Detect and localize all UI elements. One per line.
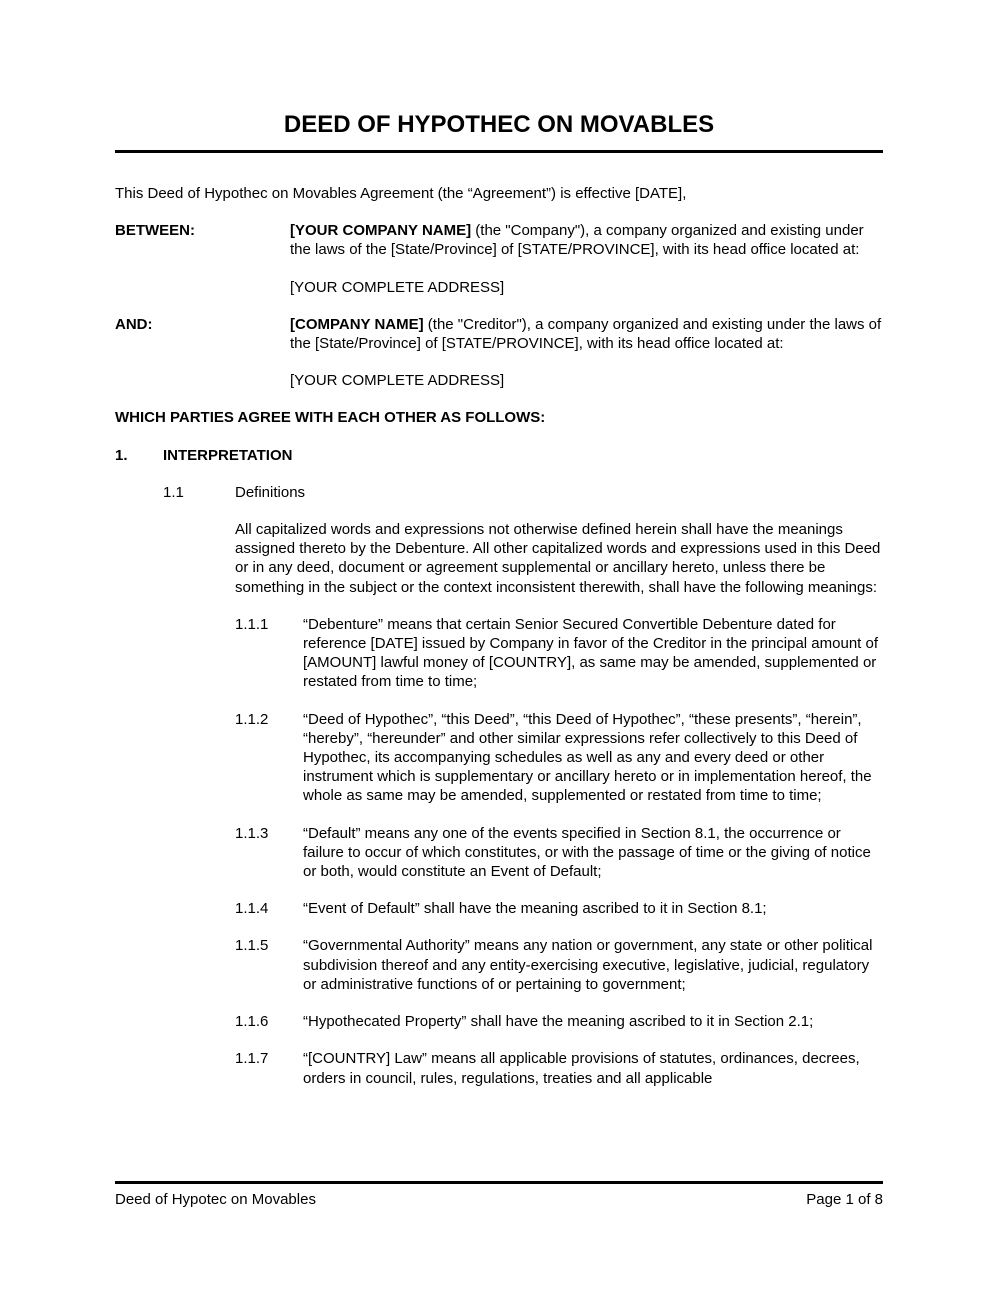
footer-page-number: Page 1 of 8: [806, 1191, 883, 1208]
footer-document-name: Deed of Hypotec on Movables: [115, 1191, 316, 1208]
agreement-clause: WHICH PARTIES AGREE WITH EACH OTHER AS FOLLOWS:: [115, 409, 546, 427]
definition-number: 1.1.3: [235, 824, 269, 842]
section-1-heading: [115, 446, 883, 465]
definition-item-1-1-6: [235, 1012, 883, 1031]
definition-number: 1.1.1: [235, 615, 269, 633]
party-between-address: [YOUR COMPLETE ADDRESS]: [290, 278, 505, 296]
definition-text: “Deed of Hypothec”, “this Deed”, “this Deed of Hypothec”, “these presents”, “herein”, “hereby”, “hereunder” and other similar expressions refer collectively to this Deed of Hypothec, its accompanying schedules as well as any and every deed or other instrument which is supplementary or ancillary hereto or in implementation hereof, the whole as same may be amended, supplemented or restated from time to time;: [303, 710, 872, 805]
party-between-description: [290, 221, 883, 259]
definition-text: “Hypothecated Property” shall have the meaning ascribed to it in Section 2.1;: [303, 1013, 814, 1031]
footer-divider-rule: [115, 1181, 883, 1184]
definition-number: 1.1.6: [235, 1013, 269, 1031]
definition-item-1-1-7: [235, 1049, 883, 1087]
definition-text: “Event of Default” shall have the meaning ascribed to it in Section 8.1;: [303, 900, 767, 918]
party-between-description-text: (the "Company"), a company organized and existing under the laws of the [State/Province] of [STATE/PROVINCE], with its head office located at:: [290, 222, 864, 259]
party-and-company-name: [COMPANY NAME]: [290, 315, 424, 333]
definition-item-1-1-1: [235, 615, 883, 692]
subsection-1-1-number: 1.1: [163, 483, 184, 501]
party-and-label: AND:: [115, 315, 153, 333]
definition-number: 1.1.7: [235, 1050, 269, 1068]
party-between-label: BETWEEN:: [115, 222, 195, 240]
party-between-company-name: [YOUR COMPANY NAME]: [290, 222, 472, 240]
party-and-block: [115, 315, 883, 353]
definition-number: 1.1.4: [235, 900, 269, 918]
intro-paragraph: This Deed of Hypothec on Movables Agreement (the “Agreement”) is effective [DATE],: [115, 185, 687, 202]
party-between-block: [115, 221, 883, 259]
party-and-description-text: (the "Creditor"), a company organized and existing under the laws of the [State/Province] of [STATE/PROVINCE], with its head office located at:: [290, 315, 882, 353]
definition-number: 1.1.5: [235, 937, 269, 955]
definition-item-1-1-5: [235, 936, 883, 994]
party-and-address: [YOUR COMPLETE ADDRESS]: [290, 372, 505, 390]
definition-text: “Debenture” means that certain Senior Secured Convertible Debenture dated for reference [DATE] issued by Company in favor of the Creditor in the principal amount of [AMOUNT] lawful money of [COUNTRY], as same may be amended, supplemented or restated from time to time;: [303, 615, 879, 691]
subsection-1-1-title: Definitions: [235, 483, 306, 501]
section-1-number: 1.: [115, 446, 128, 464]
party-and-description: [290, 315, 883, 353]
definition-text: “[COUNTRY] Law” means all applicable provisions of statutes, ordinances, decrees, orders in council, rules, regulations, treaties and all applicable: [303, 1050, 860, 1087]
definitions-intro-paragraph: All capitalized words and expressions not otherwise defined herein shall have the meanings assigned thereto by the Debenture. All other capitalized words and expressions used in this Deed or in any deed, document or agreement supplemental or ancillary hereto, unless there be something in the subject or the context inconsistent therewith, shall have the following meanings:: [235, 521, 881, 596]
title-divider-rule: [115, 150, 883, 153]
section-1-title: INTERPRETATION: [163, 446, 293, 464]
definition-item-1-1-3: [235, 824, 883, 882]
definition-item-1-1-2: [235, 710, 883, 806]
page-footer: [115, 1181, 883, 1209]
footer-text-row: [115, 1190, 883, 1209]
definition-text: “Default” means any one of the events specified in Section 8.1, the occurrence or failure to occur of which constitutes, or with the passage of time or the giving of notice or both, would constitute an Event of Default;: [303, 824, 871, 881]
definition-number: 1.1.2: [235, 710, 269, 728]
definition-item-1-1-4: [235, 899, 883, 918]
document-title: DEED OF HYPOTHEC ON MOVABLES: [283, 111, 715, 138]
definition-text: “Governmental Authority” means any nation or government, any state or other political subdivision thereof and any entity-exercising executive, legislative, judicial, regulatory or administrative functions of or pertaining to government;: [303, 937, 873, 993]
subsection-1-1: [163, 483, 883, 502]
